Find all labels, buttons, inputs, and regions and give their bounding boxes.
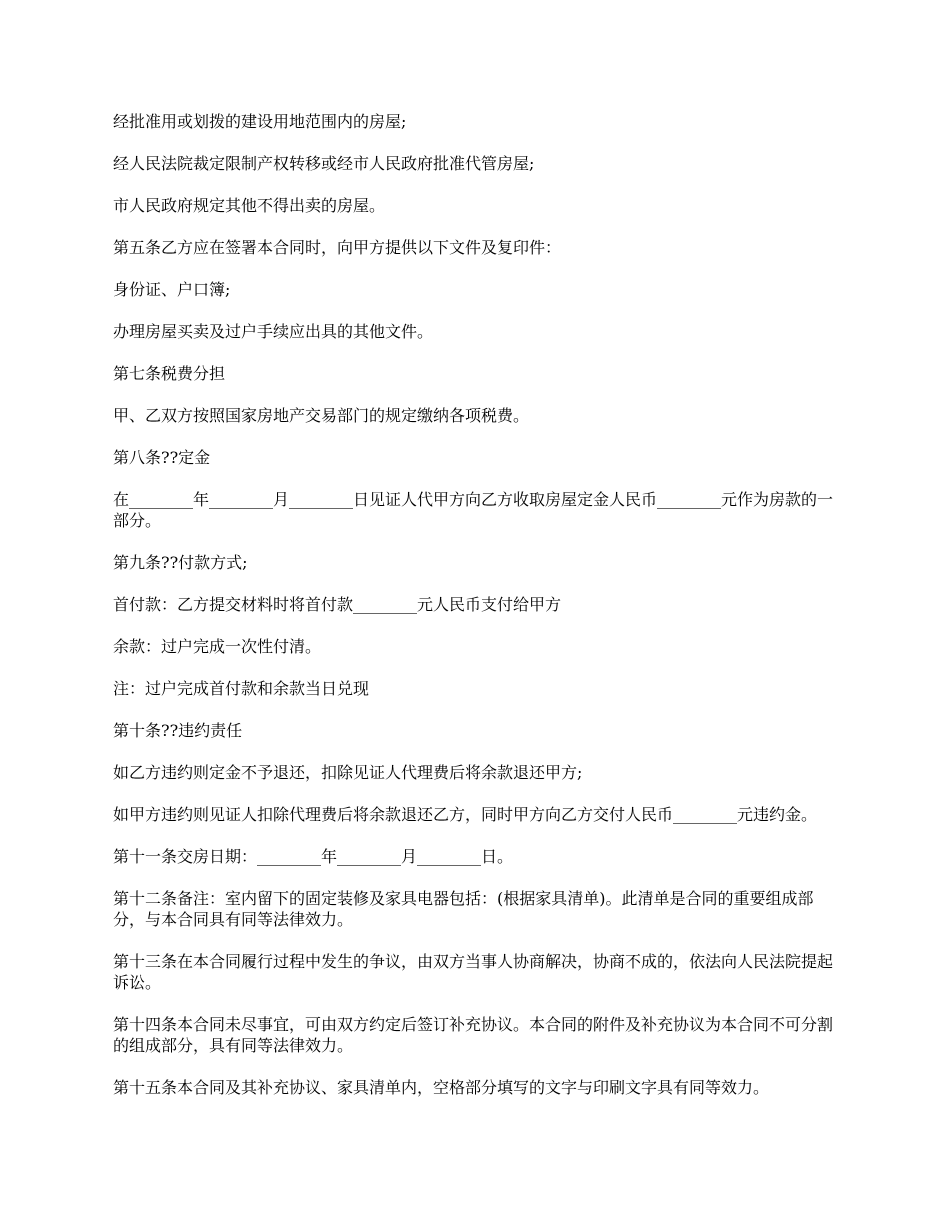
section-heading: 第十条??违约责任 [113, 721, 243, 740]
paragraph: 第十五条本合同及其补充协议、家具清单内，空格部分填写的文字与印刷文字具有同等效力。 [113, 1078, 770, 1097]
paragraph: 市人民政府规定其他不得出卖的房屋。 [113, 196, 386, 215]
paragraph: 如甲方违约则见证人扣除代理费后将余款退还乙方，同时甲方向乙方交付人民币________元违约金。 [113, 805, 818, 824]
paragraph: 注：过户完成首付款和余款当日兑现 [113, 679, 370, 698]
paragraph: 经人民法院裁定限制产权转移或经市人民政府批准代管房屋; [113, 154, 535, 173]
paragraph: 身份证、户口簿; [113, 280, 231, 299]
paragraph: 第十三条在本合同履行过程中发生的争议，由双方当事人协商解决，协商不成的，依法向人民法院提起诉讼。 [113, 952, 834, 992]
paragraph: 甲、乙双方按照国家房地产交易部门的规定缴纳各项税费。 [113, 406, 530, 425]
section-heading: 第七条税费分担 [113, 364, 226, 383]
paragraph: 第十一条交房日期：________年________月________日。 [113, 847, 514, 866]
paragraph: 第十二条备注：室内留下的固定装修及家具电器包括：(根据家具清单)。此清单是合同的重要组成部分，与本合同具有同等法律效力。 [113, 889, 814, 929]
section-heading: 第九条??付款方式; [113, 553, 248, 572]
paragraph: 在________年________月________日见证人代甲方向乙方收取房屋定金人民币________元作为房款的一部分。 [113, 490, 834, 530]
paragraph: 经批准用或划拨的建设用地范围内的房屋; [113, 112, 407, 131]
section-heading: 第八条??定金 [113, 448, 211, 467]
document-body [113, 111, 841, 1098]
paragraph: 第五条乙方应在签署本合同时，向甲方提供以下文件及复印件： [113, 238, 562, 257]
paragraph: 办理房屋买卖及过户手续应出具的其他文件。 [113, 322, 434, 341]
paragraph: 首付款：乙方提交材料时将首付款________元人民币支付给甲方 [113, 595, 562, 614]
paragraph: 第十四条本合同未尽事宜，可由双方约定后签订补充协议。本合同的附件及补充协议为本合同不可分割的组成部分，具有同等法律效力。 [113, 1015, 834, 1055]
paragraph: 如乙方违约则定金不予退还，扣除见证人代理费后将余款退还甲方; [113, 763, 583, 782]
paragraph: 余款：过户完成一次性付清。 [113, 637, 322, 656]
